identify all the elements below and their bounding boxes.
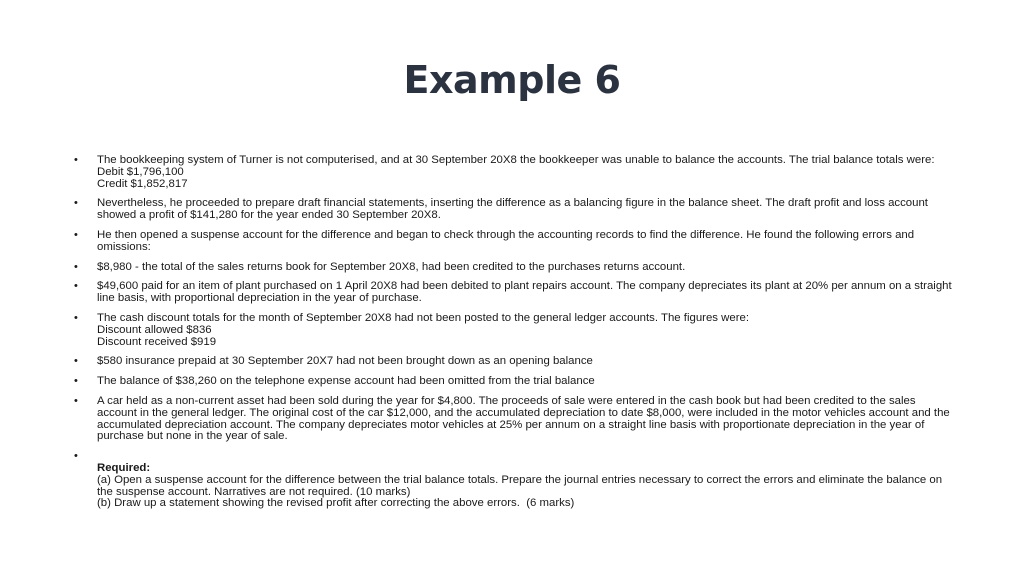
bullet-icon: • — [74, 311, 78, 324]
item-text: The cash discount totals for the month of September 20X8 had not been posted to the general ledger accounts. The figures were: — [97, 311, 749, 324]
list-item-required — [74, 451, 952, 510]
list-item — [74, 230, 952, 254]
bullet-icon: • — [74, 154, 78, 166]
item-subline: Discount allowed $836 — [97, 323, 212, 336]
slide-title: Example 6 — [403, 58, 621, 102]
item-text: A car held as a non-current asset had been sold during the year for $4,800. The proceeds of sale were entered in the cash book but had been credited to the sales account in the general ledger. The original cost of the car $12,000, and the accumulated depreciation to date $8,000, were included in the motor vehicles account and the accumulated depreciation account. The company depreciates motor vehicles at 25% per annum on a straight line basis with proportionate depreciation in the year of purchase but none in the year of sale. — [97, 394, 953, 443]
list-item — [74, 262, 952, 274]
item-text: $580 insurance prepaid at 30 September 20X7 had not been brought down as an opening balance — [97, 355, 593, 368]
list-item — [74, 313, 952, 348]
item-text: The bookkeeping system of Turner is not computerised, and at 30 September 20X8 the bookkeeper was unable to balance the accounts. The trial balance totals were: — [97, 154, 935, 166]
bullet-icon: • — [74, 355, 78, 368]
list-item — [74, 198, 952, 222]
item-text: $49,600 paid for an item of plant purchased on 1 April 20X8 had been debited to plant repairs account. The company depreciates its plant at 20% per annum on a straight line basis, with proportional depreciation in the year of purchase. — [97, 280, 955, 305]
bullet-icon: • — [74, 260, 78, 273]
item-spacer — [97, 451, 952, 463]
bullet-icon: • — [74, 375, 78, 388]
required-heading: Required: — [97, 461, 151, 474]
bullet-icon: • — [74, 450, 78, 463]
item-subline: Debit $1,796,100 — [97, 165, 184, 178]
required-part-b: (b) Draw up a statement showing the revised profit after correcting the above errors. (6 marks) — [97, 497, 575, 510]
required-part-a: (a) Open a suspense account for the difference between the trial balance totals. Prepare the journal entries necessary to correct the errors and eliminate the balance on the suspense account. Narratives are not required. (10 marks) — [97, 473, 946, 498]
item-subline: Credit $1,852,817 — [97, 177, 188, 190]
item-text: $8,980 - the total of the sales returns book for September 20X8, had been credited to the purchases returns account. — [97, 260, 686, 273]
bullet-icon: • — [74, 197, 78, 210]
item-subline: Discount received $919 — [97, 335, 217, 348]
item-text: He then opened a suspense account for the difference and began to check through the accounting records to find the difference. He found the following errors and omissions: — [97, 228, 918, 253]
item-text: The balance of $38,260 on the telephone expense account had been omitted from the trial balance — [97, 375, 595, 388]
item-text: Nevertheless, he proceeded to prepare draft financial statements, inserting the difference as a balancing figure in the balance sheet. The draft profit and loss account showed a profit of $141,280 for the year ended 30 September 20X8. — [97, 197, 932, 222]
list-item — [74, 280, 955, 305]
list-item — [74, 376, 952, 388]
bullet-list — [74, 154, 955, 518]
bullet-icon: • — [74, 228, 78, 241]
list-item — [74, 356, 952, 368]
list-item — [74, 155, 952, 190]
bullet-icon: • — [74, 394, 78, 407]
list-item — [74, 396, 952, 443]
bullet-icon: • — [74, 280, 78, 293]
